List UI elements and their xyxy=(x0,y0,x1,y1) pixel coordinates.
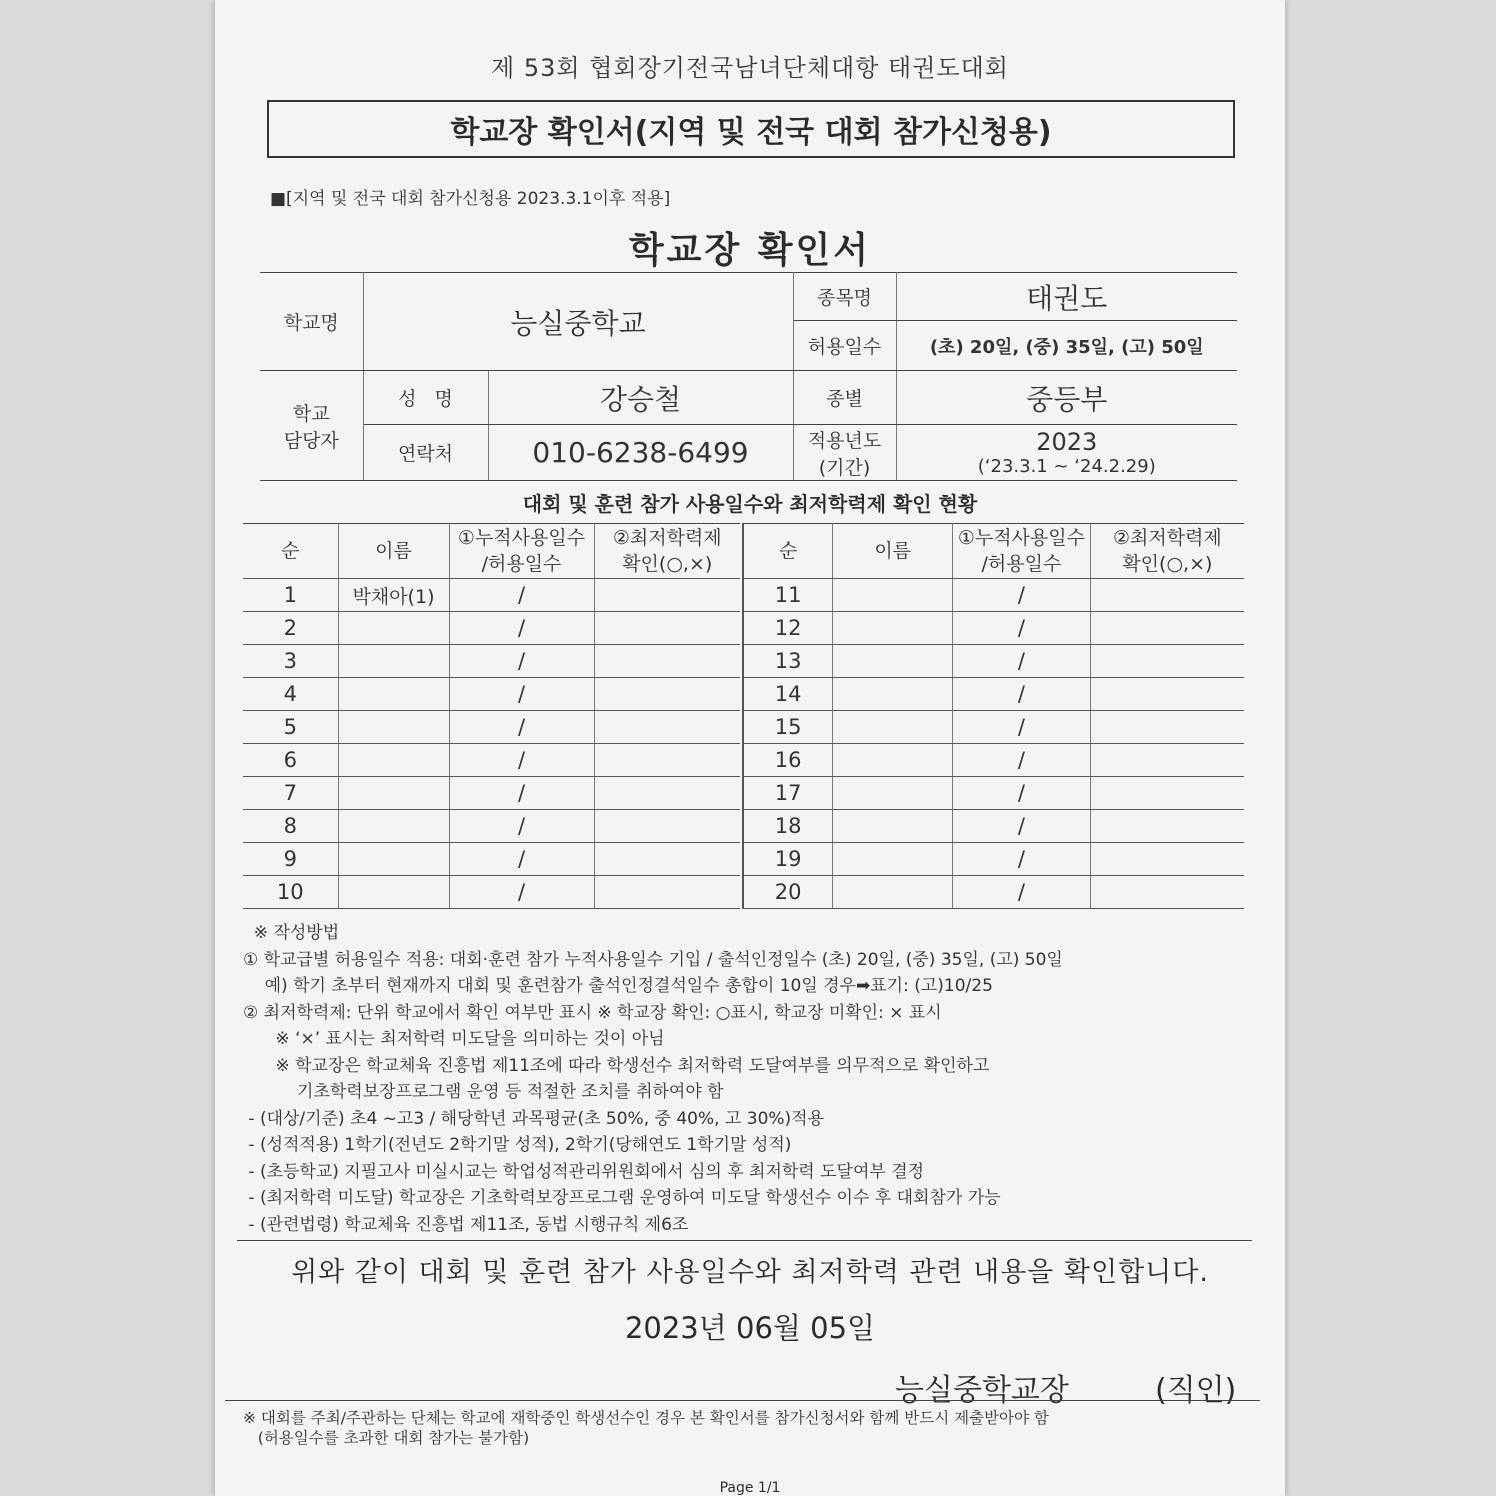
athlete-name xyxy=(833,810,953,843)
athlete-rows-right xyxy=(743,579,1244,909)
header-min-line1: ②최저학력제 xyxy=(1112,527,1222,549)
min-grade-cell xyxy=(594,678,740,711)
sport-label: 종목명 xyxy=(793,273,896,321)
row-number: 10 xyxy=(243,876,338,909)
header-no: 순 xyxy=(743,524,833,579)
days-cell: / xyxy=(449,645,594,678)
applicability-notice: ■[지역 및 전국 대회 참가신청용 2023.3.1이후 적용] xyxy=(270,189,671,209)
header-days-line2: /허용일수 xyxy=(481,553,562,575)
row-number: 3 xyxy=(243,645,338,678)
athlete-name xyxy=(338,645,449,678)
min-grade-cell xyxy=(594,579,740,612)
min-grade-cell xyxy=(594,645,740,678)
days-cell: / xyxy=(449,777,594,810)
table-row xyxy=(743,876,1244,909)
instruction-line: - (초등학교) 지필고사 미실시교는 학업성적관리위원회에서 심의 후 최저학력 도달여부 결정 xyxy=(243,1161,925,1182)
school-info-table xyxy=(260,272,1237,481)
athlete-name xyxy=(833,777,953,810)
min-grade-cell xyxy=(594,876,740,909)
table-row xyxy=(243,876,740,909)
min-grade-cell xyxy=(594,843,740,876)
athlete-name xyxy=(833,579,953,612)
header-name: 이름 xyxy=(833,524,953,579)
athlete-name xyxy=(338,843,449,876)
header-days-line2: /허용일수 xyxy=(981,553,1062,575)
row-number: 7 xyxy=(243,777,338,810)
header-min xyxy=(594,524,740,579)
table-row xyxy=(243,843,740,876)
issue-date: 2023년 06월 05일 xyxy=(624,1311,876,1345)
athlete-name xyxy=(833,876,953,909)
year-cell xyxy=(896,425,1237,481)
table-row xyxy=(243,810,740,843)
min-grade-cell xyxy=(594,777,740,810)
row-number: 17 xyxy=(743,777,833,810)
row-number: 20 xyxy=(743,876,833,909)
instruction-line: - (대상/기준) 초4 ~고3 / 해당학년 과목평균(초 50%, 중 40%, 고 30%)적용 xyxy=(243,1108,825,1129)
days-cell: / xyxy=(449,810,594,843)
days-cell: / xyxy=(953,612,1091,645)
table-row xyxy=(243,579,740,612)
min-grade-cell xyxy=(1090,777,1244,810)
days-cell: / xyxy=(953,744,1091,777)
contact-person-label-line1: 학교 xyxy=(292,402,330,425)
min-grade-cell xyxy=(1090,810,1244,843)
min-grade-cell xyxy=(1090,744,1244,777)
header-min xyxy=(1090,524,1244,579)
table-row xyxy=(243,678,740,711)
row-number: 19 xyxy=(743,843,833,876)
instruction-line: ※ ‘×’ 표시는 최저학력 미도달을 의미하는 것이 아님 xyxy=(243,1029,665,1049)
confirmation-statement: 위와 같이 대회 및 훈련 참가 사용일수와 최저학력 관련 내용을 확인합니다. xyxy=(291,1257,1209,1288)
athlete-name xyxy=(338,744,449,777)
instruction-line: ② 최저학력제: 단위 학교에서 확인 여부만 표시 ※ 학교장 확인: ○표시, 학교장 미확인: × 표시 xyxy=(243,1002,942,1023)
athlete-name xyxy=(338,810,449,843)
days-cell: / xyxy=(449,843,594,876)
table-row xyxy=(743,645,1244,678)
table-row xyxy=(243,744,740,777)
athlete-name xyxy=(338,612,449,645)
table-row xyxy=(243,777,740,810)
header-days xyxy=(953,524,1091,579)
days-cell: / xyxy=(449,579,594,612)
min-grade-cell xyxy=(1090,612,1244,645)
boxed-title xyxy=(267,100,1235,158)
divider xyxy=(237,1240,1252,1241)
row-number: 16 xyxy=(743,744,833,777)
row-number: 12 xyxy=(743,612,833,645)
school-name-value: 능실중학교 xyxy=(363,273,793,371)
table-row xyxy=(243,645,740,678)
year-label-line1: 적용년도 xyxy=(807,429,882,452)
athlete-rows-left xyxy=(243,579,740,909)
allowed-days-label: 허용일수 xyxy=(793,321,896,371)
header-min-line2: 확인(○,×) xyxy=(622,553,713,575)
period-value: (‘23.3.1 ~ ‘24.2.29) xyxy=(977,456,1156,477)
athlete-name xyxy=(338,711,449,744)
principal-name: 능실중학교장 xyxy=(895,1373,1069,1408)
table-row xyxy=(743,711,1244,744)
row-number: 1 xyxy=(243,579,338,612)
row-number: 8 xyxy=(243,810,338,843)
table-row xyxy=(243,711,740,744)
days-cell: / xyxy=(953,843,1091,876)
boxed-title-text: 학교장 확인서(지역 및 전국 대회 참가신청용) xyxy=(450,115,1052,150)
days-cell: / xyxy=(953,711,1091,744)
section-title: 대회 및 훈련 참가 사용일수와 최저학력제 확인 현황 xyxy=(522,492,978,516)
row-number: 14 xyxy=(743,678,833,711)
row-number: 11 xyxy=(743,579,833,612)
min-grade-cell xyxy=(594,810,740,843)
min-grade-cell xyxy=(594,711,740,744)
row-number: 4 xyxy=(243,678,338,711)
days-cell: / xyxy=(953,678,1091,711)
table-row xyxy=(743,777,1244,810)
row-number: 2 xyxy=(243,612,338,645)
header-days-line1: ①누적사용일수 xyxy=(957,527,1085,549)
instruction-line: 예) 학기 초부터 현재까지 대회 및 훈련참가 출석인정결석일수 총합이 10일 경우➡표기: (고)10/25 xyxy=(243,976,993,996)
athlete-name: 박채아(1) xyxy=(338,579,449,612)
sport-value: 태권도 xyxy=(896,273,1237,321)
table-row xyxy=(743,744,1244,777)
days-cell: / xyxy=(449,876,594,909)
athlete-name xyxy=(833,678,953,711)
days-cell: / xyxy=(449,744,594,777)
athlete-table-left xyxy=(243,523,740,909)
min-grade-cell xyxy=(1090,843,1244,876)
days-cell: / xyxy=(953,777,1091,810)
instruction-line: ① 학교급별 허용일수 적용: 대회·훈련 참가 누적사용일수 기입 / 출석인정일수 (초) 20일, (중) 35일, (고) 50일 xyxy=(243,949,1063,970)
min-grade-cell xyxy=(1090,645,1244,678)
year-value: 2023 xyxy=(1036,428,1098,456)
contact-person-label-line2: 담당자 xyxy=(283,429,339,452)
min-grade-cell xyxy=(1090,711,1244,744)
athlete-name xyxy=(338,876,449,909)
header-days xyxy=(449,524,594,579)
athlete-name xyxy=(338,678,449,711)
athlete-name xyxy=(833,843,953,876)
event-title: 제 53회 협회장기전국남녀단체대항 태권도대회 xyxy=(491,54,1009,82)
instruction-line: - (관련법령) 학교체육 진흥법 제11조, 동법 시행규칙 제6조 xyxy=(243,1214,689,1235)
name-label: 성 명 xyxy=(363,371,488,425)
instruction-line: ※ 학교장은 학교체육 진흥법 제11조에 따라 학생선수 최저학력 도달여부를 의무적으로 확인하고 xyxy=(243,1055,990,1076)
min-grade-cell xyxy=(594,612,740,645)
header-no: 순 xyxy=(243,524,338,579)
table-row xyxy=(743,843,1244,876)
contact-person-label xyxy=(260,371,363,481)
table-row xyxy=(743,612,1244,645)
instruction-line: - (최저학력 미도달) 학교장은 기초학력보장프로그램 운영하여 미도달 학생선수 이수 후 대회참가 가능 xyxy=(243,1188,1001,1208)
athlete-name xyxy=(833,711,953,744)
min-grade-cell xyxy=(1090,579,1244,612)
year-label-line2: (기간) xyxy=(818,456,871,479)
athlete-name xyxy=(338,777,449,810)
divider xyxy=(225,1400,1260,1401)
division-label: 종별 xyxy=(793,371,896,425)
min-grade-cell xyxy=(1090,678,1244,711)
table-row xyxy=(743,579,1244,612)
days-cell: / xyxy=(953,579,1091,612)
year-label xyxy=(793,425,896,481)
instruction-line: 기초학력보장프로그램 운영 등 적절한 조치를 취하여야 함 xyxy=(243,1082,724,1102)
header-min-line1: ②최저학력제 xyxy=(612,527,722,549)
instruction-line: - (성적적용) 1학기(전년도 2학기말 성적), 2학기(당해연도 1학기말 성적) xyxy=(243,1135,792,1155)
phone-value: 010-6238-6499 xyxy=(488,425,793,481)
seal-mark: (직인) xyxy=(1155,1373,1237,1408)
days-cell: / xyxy=(449,612,594,645)
days-cell: / xyxy=(449,711,594,744)
form-title: 학교장 확인서 xyxy=(628,230,872,271)
table-row xyxy=(243,612,740,645)
days-cell: / xyxy=(953,645,1091,678)
footnote-line2: (허용일수를 초과한 대회 참가는 불가함) xyxy=(243,1429,530,1447)
days-cell: / xyxy=(449,678,594,711)
footnote-line1: ※ 대회를 주최/주관하는 단체는 학교에 재학중인 학생선수인 경우 본 확인서를 참가신청서와 함께 반드시 제출받아야 함 xyxy=(243,1409,1049,1427)
footnote xyxy=(243,1408,1253,1448)
row-number: 9 xyxy=(243,843,338,876)
athlete-table-right xyxy=(742,523,1244,909)
page-number: Page 1/1 xyxy=(719,1480,781,1496)
row-number: 6 xyxy=(243,744,338,777)
athlete-name xyxy=(833,744,953,777)
row-number: 15 xyxy=(743,711,833,744)
table-header-row xyxy=(243,524,740,579)
athlete-name xyxy=(833,645,953,678)
min-grade-cell xyxy=(1090,876,1244,909)
table-row xyxy=(743,678,1244,711)
school-name-label: 학교명 xyxy=(260,273,363,371)
row-number: 18 xyxy=(743,810,833,843)
document-page xyxy=(215,0,1285,1496)
header-min-line2: 확인(○,×) xyxy=(1122,553,1213,575)
row-number: 5 xyxy=(243,711,338,744)
allowed-days-value: (초) 20일, (중) 35일, (고) 50일 xyxy=(896,321,1237,371)
min-grade-cell xyxy=(594,744,740,777)
phone-label: 연락처 xyxy=(363,425,488,481)
table-header-row xyxy=(743,524,1244,579)
header-name: 이름 xyxy=(338,524,449,579)
header-days-line1: ①누적사용일수 xyxy=(457,527,586,549)
athlete-name xyxy=(833,612,953,645)
days-cell: / xyxy=(953,876,1091,909)
instruction-line: ※ 작성방법 xyxy=(243,923,340,943)
name-value: 강승철 xyxy=(488,371,793,425)
table-row xyxy=(743,810,1244,843)
instructions-block xyxy=(243,920,1253,1238)
division-value: 중등부 xyxy=(896,371,1237,425)
row-number: 13 xyxy=(743,645,833,678)
days-cell: / xyxy=(953,810,1091,843)
